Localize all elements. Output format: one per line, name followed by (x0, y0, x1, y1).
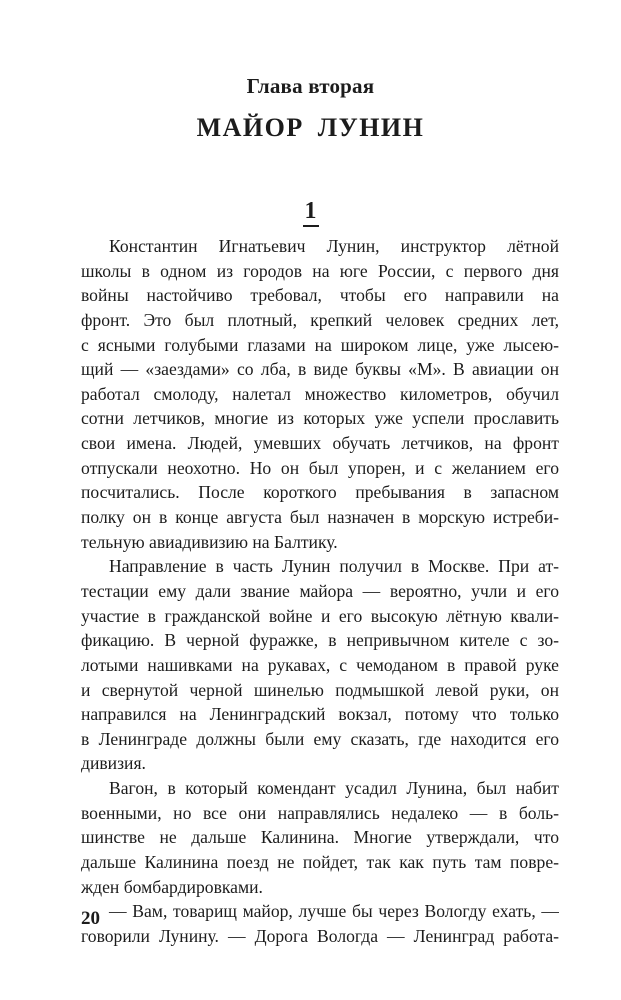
text-line: работал смолоду, налетал множество километров, обучил (81, 383, 559, 404)
paragraph (81, 234, 559, 554)
chapter-label: Глава вторая (246, 74, 375, 98)
text-line: говорили Лунину. — Дорога Вологда — Ленинград работа- (81, 925, 559, 946)
text-line: Направление в часть Лунин получил в Москве. При ат- (109, 556, 559, 577)
text-line: — Вам, товарищ майор, лучше бы через Вологду ехать, — (109, 901, 559, 922)
section-number (0, 198, 621, 227)
text-line: полку он в конце августа был назначен в морскую истреби- (81, 507, 559, 528)
text-line: войны настойчиво требовал, чтобы его направили на (81, 285, 559, 306)
chapter-title: МАЙОР ЛУНИН (196, 113, 425, 142)
text-line: сотни летчиков, многие из которых уже успели прославить (81, 408, 559, 429)
text-line: Константин Игнатьевич Лунин, инструктор лётной (109, 236, 559, 256)
text-line: дальше Калинина поезд не пойдет, так как путь там повре- (81, 852, 559, 873)
text-line: фронт. Это был плотный, крепкий человек средних лет, (81, 309, 559, 330)
text-line: в Ленинграде должны были ему сказать, где находится его (81, 728, 559, 749)
text-line: жден бомбардировками. (81, 876, 263, 897)
text-line: щий — «заездами» со лба, в виде буквы «М». В авиации он (81, 359, 559, 380)
text-line: участие в гражданской войне и его высокую лётную квали- (81, 605, 559, 626)
paragraph (81, 554, 559, 776)
page-number: 20 (81, 908, 100, 929)
text-line: с ясными голубыми глазами на широком лице, уже лысею- (81, 334, 559, 355)
paragraph (81, 899, 559, 948)
body-text (81, 234, 559, 949)
section-number-text: 1 (303, 198, 319, 227)
text-line: военными, но все они направлялись недалеко — в боль- (81, 802, 559, 823)
paragraph (81, 776, 559, 899)
text-line: фикацию. В черной фуражке, в непривычном кителе с зо- (81, 630, 559, 651)
text-line: посчитались. После короткого пребывания в запасном (81, 482, 559, 503)
text-line: тестации ему дали звание майора — вероятно, учли и его (81, 580, 559, 601)
text-line: шинстве не дальше Калинина. Многие утверждали, что (81, 827, 559, 848)
text-line: Вагон, в который комендант усадил Лунина, был набит (109, 778, 559, 799)
text-line: свои имена. Людей, умевших обучать летчиков, на фронт (81, 433, 559, 454)
text-line: направился на Ленинградский вокзал, потому что только (81, 704, 559, 725)
text-line: школы в одном из городов на юге России, с первого дня (81, 260, 559, 281)
text-line: лотыми нашивками на рукавах, с чемоданом в правой руке (81, 654, 559, 675)
text-line: и свернутой черной шинелью подмышкой левой руки, он (81, 679, 559, 700)
text-line: дивизия. (81, 753, 146, 774)
text-line: тельную авиадивизию на Балтику. (81, 531, 338, 552)
text-line: отпускали неохотно. Но он был упорен, и с желанием его (81, 457, 559, 478)
